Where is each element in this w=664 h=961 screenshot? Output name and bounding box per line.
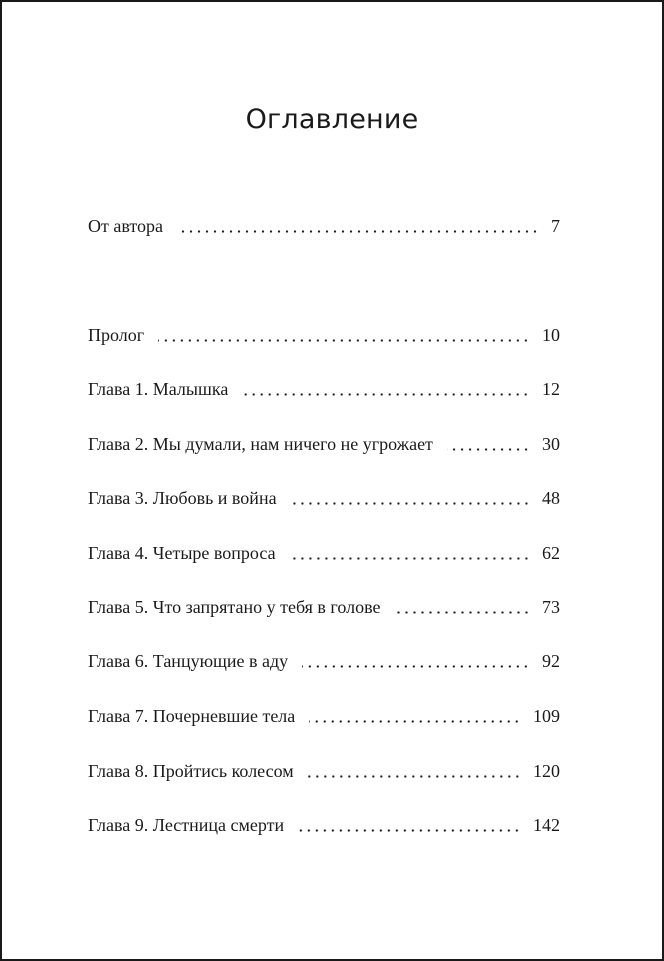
toc-entry-label: От автора — [88, 216, 164, 236]
dot-leader — [302, 654, 530, 668]
toc-entry-chapter-8[interactable] — [88, 759, 560, 783]
dot-leader — [290, 546, 530, 560]
toc-entry-label: Глава 5. Что запрятано у тебя в голове — [88, 597, 381, 617]
page-title: Оглавление — [245, 104, 419, 135]
toc-page-number: 120 — [533, 761, 560, 781]
toc-entry-label: Глава 3. Любовь и война — [88, 488, 277, 508]
toc-entry-label: Глава 7. Почерневшие тела — [88, 706, 296, 726]
dot-leader — [177, 219, 539, 233]
toc-page-number: 92 — [542, 651, 560, 671]
toc-entry-prologue[interactable] — [88, 323, 560, 347]
dot-leader — [308, 764, 521, 778]
dot-leader — [395, 600, 531, 614]
dot-leader — [309, 709, 521, 723]
toc-entry-label: Глава 1. Малышка — [88, 379, 229, 399]
toc-page-number: 48 — [542, 488, 560, 508]
toc-entry-label: Глава 4. Четыре вопроса — [88, 543, 276, 563]
toc-page-number: 7 — [551, 216, 560, 236]
toc-entry-chapter-1[interactable] — [88, 377, 560, 401]
dot-leader — [298, 818, 521, 832]
toc-entry-chapter-7[interactable] — [88, 704, 560, 728]
toc-page-number: 30 — [542, 434, 560, 454]
toc-entry-chapter-2[interactable] — [88, 432, 560, 456]
toc-entry-chapter-4[interactable] — [88, 541, 560, 565]
toc-entry-chapter-3[interactable] — [88, 486, 560, 510]
dot-leader — [158, 328, 530, 342]
toc-page-number: 12 — [542, 379, 560, 399]
toc-page-number: 73 — [542, 597, 560, 617]
toc-page-number: 109 — [533, 706, 560, 726]
toc-entry-label: Глава 8. Пройтись колесом — [88, 761, 294, 781]
toc-entry-chapter-6[interactable] — [88, 649, 560, 673]
toc-page-number: 142 — [533, 815, 560, 835]
dot-leader — [447, 437, 530, 451]
toc-page-number: 62 — [542, 543, 560, 563]
toc-entry-from-author[interactable] — [88, 214, 560, 238]
toc-entry-label: Пролог — [88, 325, 145, 345]
toc-entry-chapter-5[interactable] — [88, 595, 560, 619]
toc-entry-label: Глава 6. Танцующие в аду — [88, 651, 289, 671]
toc-page-number: 10 — [542, 325, 560, 345]
toc-entry-label: Глава 2. Мы думали, нам ничего не угрожает — [88, 434, 433, 454]
dot-leader — [291, 491, 530, 505]
toc-entry-label: Глава 9. Лестница смерти — [88, 815, 285, 835]
dot-leader — [242, 382, 530, 396]
toc-entry-chapter-9[interactable] — [88, 813, 560, 837]
